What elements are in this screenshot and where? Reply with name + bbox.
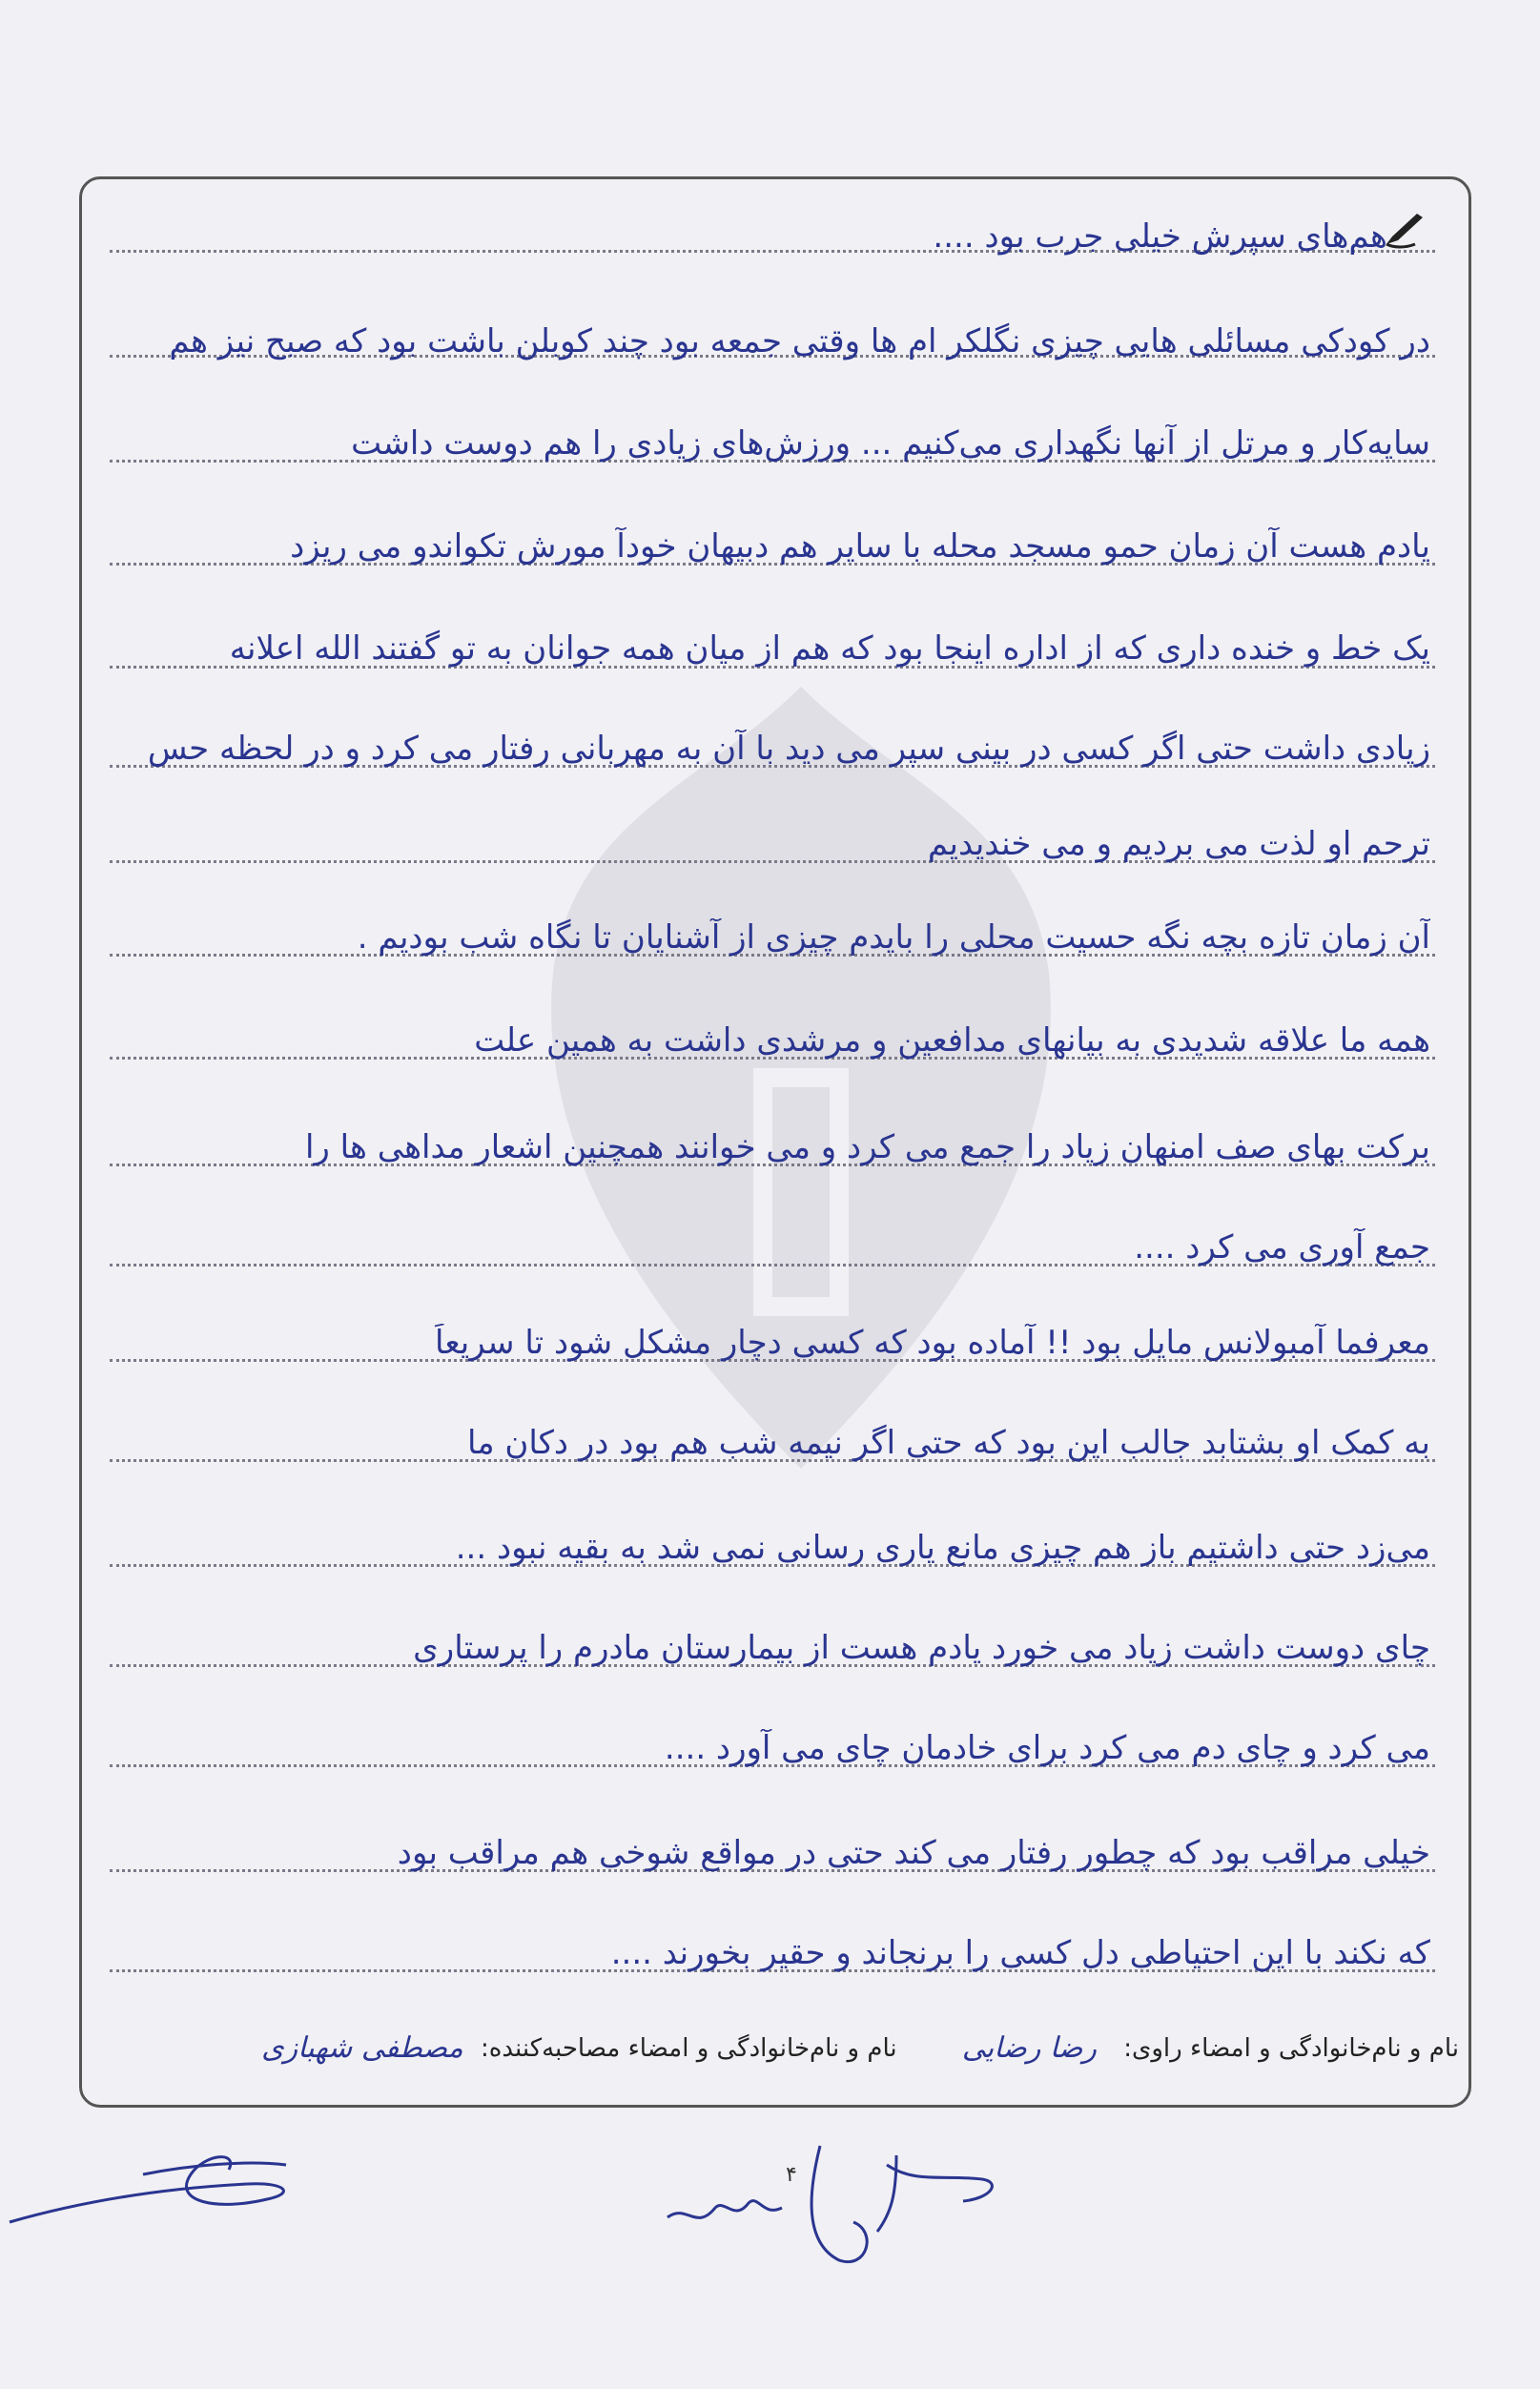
handwritten-line: می کرد و چای دم می کرد برای خادمان چای می آورد .... xyxy=(664,1729,1430,1767)
interviewer-name: مصطفی شهبازی xyxy=(261,2031,463,2065)
handwritten-line: همه ما علاقه شدیدی به بیانهای مدافعین و مرشدی داشت به همین علت xyxy=(474,1021,1430,1060)
handwritten-line: برکت بهای صف امنهان زیاد را جمع می کرد و می خوانند همچنین اشعار مداهی ها را xyxy=(304,1128,1430,1166)
handwritten-line: آن زمان تازه بچه نگه حسیت محلی را بایدم چیزی از آشنایان تا نگاه شب بودیم . xyxy=(357,918,1430,957)
signature-footer xyxy=(95,2031,1459,2079)
handwritten-line: که نکند با این احتیاطی دل کسی را برنجاند و حقیر بخورند .... xyxy=(610,1934,1430,1972)
pen-icon xyxy=(1383,212,1428,250)
handwritten-line: به کمک او بشتابد جالب این بود که حتی اگر نیمه شب هم بود در دکان ما xyxy=(467,1424,1430,1462)
handwritten-line: ترحم او لذت می بردیم و می خندیدیم xyxy=(927,825,1430,863)
interviewee-name: رضا رضایی xyxy=(961,2031,1097,2065)
handwritten-line: خیلی مراقب بود که چطور رفتار می کند حتی در مواقع شوخی هم مراقب بود xyxy=(397,1834,1430,1872)
handwritten-line: جمع آوری می کرد .... xyxy=(1134,1228,1430,1267)
signature-left xyxy=(0,2136,315,2251)
handwritten-line: یک خط و خنده داری که از اداره اینجا بود که هم از میان همه جوانان به تو گفتند الله اعلانه xyxy=(229,629,1430,668)
handwritten-line: سایه‌کار و مرتل از آنها نگهداری می‌کنیم ... ورزش‌های زیادی را هم دوست داشت xyxy=(351,424,1430,463)
interviewer-label: نام و نام‌خانوادگی و امضاء مصاحبه‌کننده: xyxy=(480,2033,897,2063)
handwritten-line: در کودکی مسائلی هایی چیزی نگلکر ام ها وقتی جمعه بود چند کوبلن باشت بود که صبح نیز هم xyxy=(169,322,1430,360)
handwritten-line: معرفما آمبولانس مایل بود !! آماده بود که کسی دچار مشکل شود تا سریعاً xyxy=(435,1324,1430,1362)
page-number: ۴ xyxy=(786,2163,797,2187)
handwritten-line: هم‌های سپرش خیلی جرب بود .... xyxy=(933,217,1387,256)
handwritten-line: زیادی داشت حتی اگر کسی در بینی سپر می دید با آن به مهربانی رفتار می کرد و در لحظه حس xyxy=(147,730,1430,768)
handwritten-line: می‌زد حتی داشتیم باز هم چیزی مانع یاری رسانی نمی شد به بقیه نبود ... xyxy=(455,1529,1430,1567)
signature-center xyxy=(658,2127,1020,2279)
handwritten-line: یادم هست آن زمان حمو مسجد محله با سایر هم دبیهان خودآ مورش تکواندو می ریزد xyxy=(290,527,1430,566)
interviewee-label: نام و نام‌خانوادگی و امضاء راوی: xyxy=(1123,2033,1459,2063)
handwritten-line: چای دوست داشت زیاد می خورد یادم هست از بیمارستان مادرم را پرستاری xyxy=(413,1629,1430,1667)
